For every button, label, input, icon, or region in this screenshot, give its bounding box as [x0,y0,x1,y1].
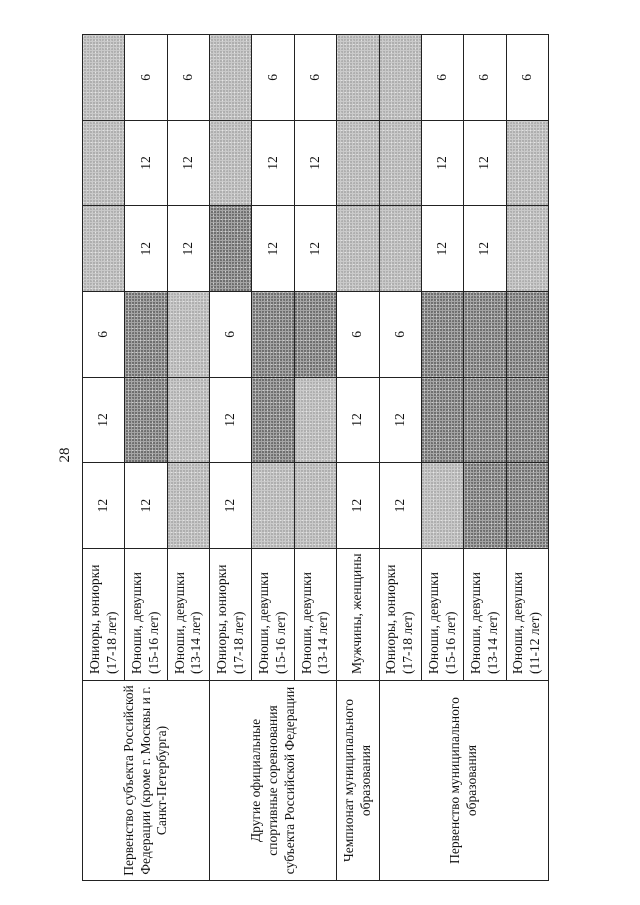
age-group-cell: Юниоры, юниорки (17-18 лет) [83,549,125,681]
age-group-cell: Юноши, девушки (15-16 лет) [252,549,294,681]
shaded-value-cell [83,120,125,206]
value-cell: 6 [167,35,209,121]
value-cell: 12 [210,463,252,549]
value-cell: 12 [464,206,506,292]
value-cell: 12 [252,120,294,206]
value-cell: 12 [379,377,421,463]
shaded-value-cell [210,206,252,292]
value-cell: 12 [379,463,421,549]
value-cell: 6 [421,35,463,121]
shaded-value-cell [464,377,506,463]
value-cell: 12 [337,377,379,463]
shaded-value-cell [294,292,336,378]
event-cell: Первенство субъекта Российской Федерации (кроме г. Москвы и г. Санкт-Петербурга) [83,681,210,881]
shaded-value-cell [167,292,209,378]
shaded-value-cell [506,206,548,292]
table-row [83,35,125,881]
value-cell: 12 [167,206,209,292]
shaded-value-cell [125,292,167,378]
value-cell: 12 [464,120,506,206]
value-cell: 6 [337,292,379,378]
value-cell: 6 [464,35,506,121]
shaded-value-cell [421,377,463,463]
shaded-value-cell [506,292,548,378]
event-cell: Другие официальные спортивные соревнования субъекта Российской Федерации [210,681,337,881]
shaded-value-cell [83,35,125,121]
shaded-value-cell [167,463,209,549]
shaded-value-cell [337,206,379,292]
age-group-cell: Юноши, девушки (15-16 лет) [125,549,167,681]
age-group-cell: Юноши, девушки (15-16 лет) [421,549,463,681]
page-number: 28 [57,447,73,463]
value-cell: 6 [506,35,548,121]
value-cell: 6 [379,292,421,378]
shaded-value-cell [379,206,421,292]
value-cell: 12 [83,463,125,549]
age-group-cell: Юниоры, юниорки (17-18 лет) [210,549,252,681]
shaded-value-cell [506,120,548,206]
value-cell: 6 [252,35,294,121]
value-cell: 12 [294,206,336,292]
shaded-value-cell [379,35,421,121]
shaded-value-cell [464,463,506,549]
age-group-cell: Юноши, девушки (11-12 лет) [506,549,548,681]
shaded-value-cell [464,292,506,378]
shaded-value-cell [294,463,336,549]
age-group-cell: Юноши, девушки (13-14 лет) [294,549,336,681]
shaded-value-cell [210,120,252,206]
shaded-value-cell [421,292,463,378]
shaded-value-cell [337,120,379,206]
value-cell: 12 [83,377,125,463]
value-cell: 12 [421,120,463,206]
value-cell: 12 [167,120,209,206]
age-group-cell: Юниоры, юниорки (17-18 лет) [379,549,421,681]
value-cell: 12 [125,120,167,206]
table-row [379,35,421,881]
shaded-value-cell [421,463,463,549]
shaded-value-cell [506,377,548,463]
value-cell: 12 [210,377,252,463]
value-cell: 12 [125,463,167,549]
value-cell: 12 [337,463,379,549]
shaded-value-cell [506,463,548,549]
rotated-table-wrapper [82,35,549,881]
age-group-cell: Юноши, девушки (13-14 лет) [464,549,506,681]
event-cell: Чемпионат муниципального образования [337,681,379,881]
age-group-cell: Мужчины, женщины [337,549,379,681]
value-cell: 6 [210,292,252,378]
value-cell: 12 [125,206,167,292]
shaded-value-cell [167,377,209,463]
value-cell: 12 [294,120,336,206]
value-cell: 12 [421,206,463,292]
event-cell: Первенство муниципального образования [379,681,548,881]
shaded-value-cell [252,377,294,463]
shaded-value-cell [379,120,421,206]
value-cell: 6 [294,35,336,121]
age-group-cell: Юноши, девушки (13-14 лет) [167,549,209,681]
value-cell: 6 [83,292,125,378]
shaded-value-cell [125,377,167,463]
shaded-value-cell [252,292,294,378]
table-row [337,35,379,881]
shaded-value-cell [210,35,252,121]
value-cell: 12 [252,206,294,292]
competition-table [82,34,549,881]
value-cell: 6 [125,35,167,121]
table-body [83,35,549,881]
shaded-value-cell [252,463,294,549]
shaded-value-cell [83,206,125,292]
shaded-value-cell [294,377,336,463]
shaded-value-cell [337,35,379,121]
table-row [210,35,252,881]
